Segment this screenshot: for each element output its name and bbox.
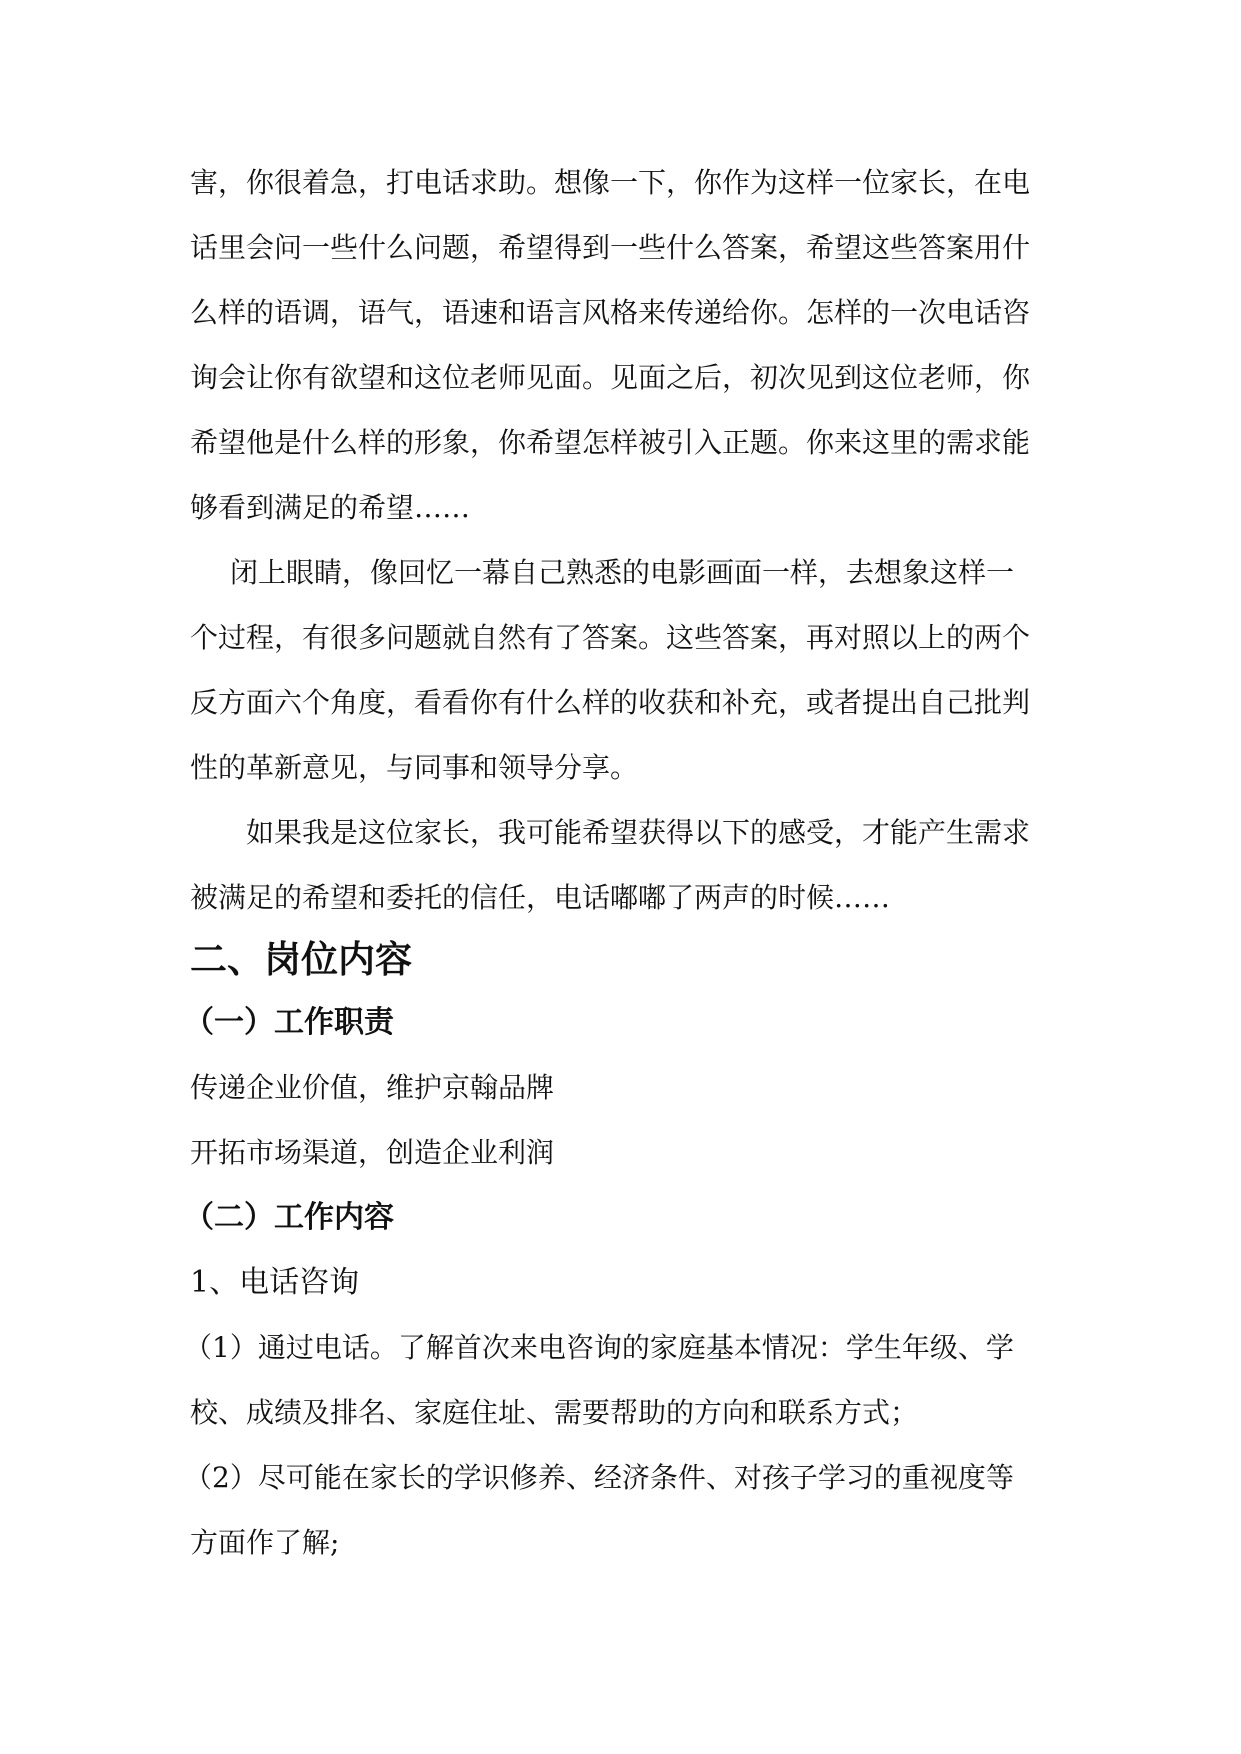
- list-item-phone-consult: 1、电话咨询: [190, 1265, 360, 1300]
- document-page: [184, 150, 1070, 1575]
- section-heading-job-content: 二、岗位内容: [190, 938, 412, 981]
- text-line: 害，你很着急，打电话求助。想像一下，你作为这样一位家长，在电: [190, 166, 1031, 199]
- text-line: （2）尽可能在家长的学识修养、经济条件、对孩子学习的重视度等: [184, 1461, 1014, 1494]
- text-line: 性的革新意见，与同事和领导分享。: [190, 751, 639, 784]
- text-line: 话里会问一些什么问题，希望得到一些什么答案，希望这些答案用什: [190, 231, 1031, 264]
- paragraph-parent-scenario: [190, 150, 1070, 540]
- sub-item-1: [184, 1315, 1070, 1445]
- subheading-work-content: （二）工作内容: [184, 1200, 394, 1235]
- text-line: 个过程，有很多问题就自然有了答案。这些答案，再对照以上的两个: [190, 621, 1031, 654]
- sub-item-2: [184, 1445, 1070, 1575]
- text-line: （1）通过电话。了解首次来电咨询的家庭基本情况：学生年级、学: [184, 1331, 1014, 1364]
- duty-item: 传递企业价值，维护京翰品牌: [190, 1071, 555, 1104]
- text-line: 如果我是这位家长，我可能希望获得以下的感受，才能产生需求: [246, 816, 1031, 849]
- text-line: 询会让你有欲望和这位老师见面。见面之后，初次见到这位老师，你: [190, 361, 1031, 394]
- duty-item: 开拓市场渠道，创造企业利润: [190, 1136, 555, 1169]
- text-line: 方面作了解;: [190, 1526, 340, 1559]
- paragraph-if-i-were-parent: [190, 800, 1070, 930]
- text-line: 闭上眼睛，像回忆一幕自己熟悉的电影画面一样，去想象这样一: [230, 556, 1015, 589]
- text-line: 希望他是什么样的形象，你希望怎样被引入正题。你来这里的需求能: [190, 426, 1031, 459]
- text-line: 够看到满足的希望……: [190, 491, 471, 524]
- text-line: 被满足的希望和委托的信任，电话嘟嘟了两声的时候……: [190, 881, 891, 914]
- text-line: 校、成绩及排名、家庭住址、需要帮助的方向和联系方式；: [190, 1396, 919, 1429]
- paragraph-close-eyes: [190, 540, 1070, 800]
- subheading-duties: （一）工作职责: [184, 1005, 394, 1040]
- text-line: 么样的语调，语气，语速和语言风格来传递给你。怎样的一次电话咨: [190, 296, 1031, 329]
- text-line: 反方面六个角度，看看你有什么样的收获和补充，或者提出自己批判: [190, 686, 1031, 719]
